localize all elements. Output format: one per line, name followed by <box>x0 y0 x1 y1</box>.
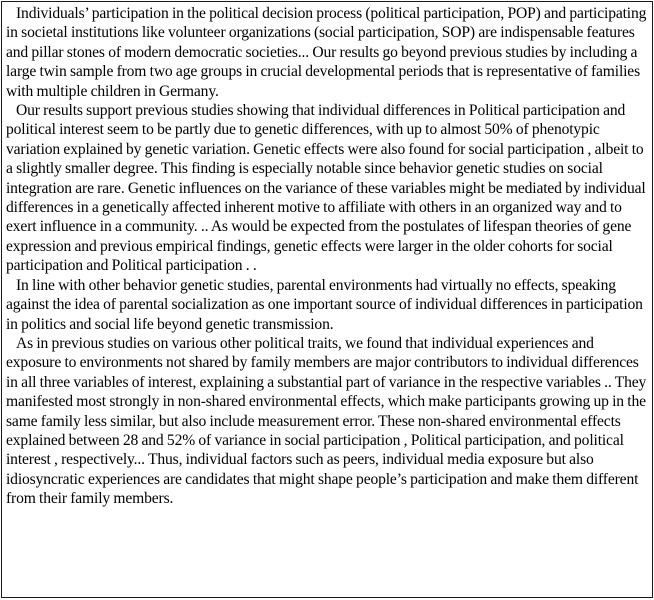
paragraph-3: In line with other behavior genetic studies, parental environments had virtually no effects, speaking against the idea of parental socialization as one important source of individual differences in participation in politics and social life beyond genetic transmission. <box>6 276 643 333</box>
paragraph-2: Our results support previous studies showing that individual differences in Political participation and political interest seem to be partly due to genetic differences, with up to almost 50% of phenotypic variation explained by genetic variation. Genetic effects were also found for social participation , albeit to a slightly smaller degree. This finding is especially notable since behavior genetic studies on social integration are rare. Genetic influences on the variance of these variables might be mediated by individual differences in a genetically affected inherent motive to affiliate with others in an organized way and to exert influence in a community. .. As would be expected from the postulates of lifespan theories of gene expression and previous empirical findings, genetic effects were larger in the older cohorts for social participation and Political participation . . <box>6 102 646 275</box>
document-page <box>1 1 653 598</box>
paragraph-1: Individuals’ participation in the political decision process (political participation, POP) and participating in societal institutions like volunteer organizations (social participation, SOP) are indispensable features and pillar stones of modern democratic societies... Our results go beyond previous studies by including a large twin sample from two age groups in crucial developmental periods that is representative of families with multiple children in Germany. <box>6 5 647 100</box>
paragraph-4: As in previous studies on various other political traits, we found that individual experiences and exposure to environments not shared by family members are major contributors to individual differences in all three variables of interest, explaining a substantial part of variance in the respective variables .. They manifested most strongly in non-shared environmental effects, which make participants growing up in the same family less similar, but also include measurement error. These non-shared environmental effects explained between 28 and 52% of variance in social participation , Political participation, and political interest , respectively... Thus, individual factors such as peers, individual media exposure but also idiosyncratic experiences are candidates that might shape people’s participation and make them different from their family members. <box>6 334 647 508</box>
